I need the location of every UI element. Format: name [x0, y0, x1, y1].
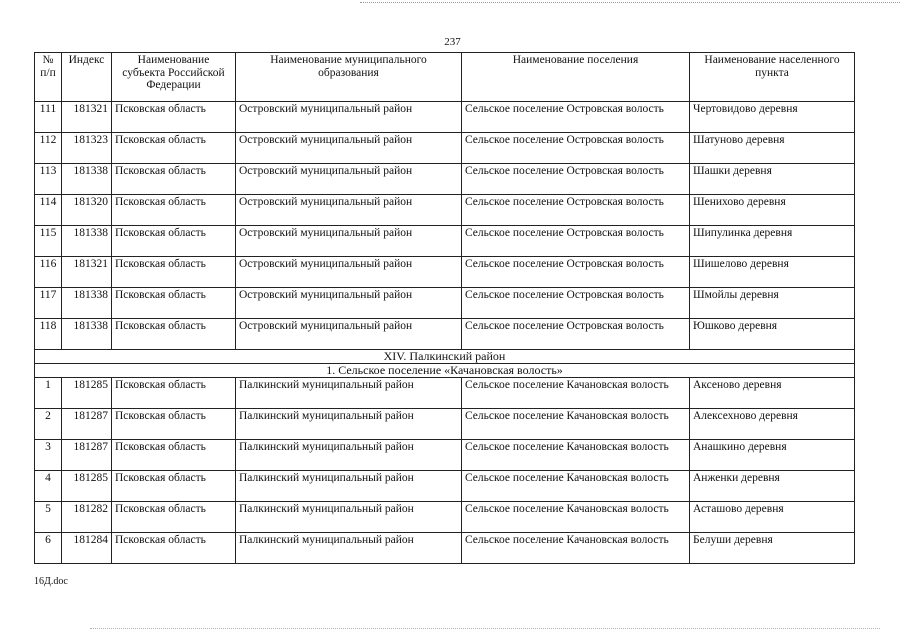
subject-name: Псковская область	[112, 164, 236, 195]
table-row	[35, 440, 855, 471]
subject-name: Псковская область	[112, 319, 236, 350]
table-row	[35, 226, 855, 257]
header-locality: Наименование населенного пункта	[690, 53, 855, 102]
municipal-name: Островский муниципальный район	[236, 164, 462, 195]
subject-name: Псковская область	[112, 226, 236, 257]
table-header-row	[35, 53, 855, 102]
locality-name: Юшково деревня	[690, 319, 855, 350]
postal-index: 181320	[62, 195, 112, 226]
postal-index: 181338	[62, 164, 112, 195]
subject-name: Псковская область	[112, 102, 236, 133]
subject-name: Псковская область	[112, 471, 236, 502]
postal-index: 181287	[62, 409, 112, 440]
locality-name: Аксеново деревня	[690, 378, 855, 409]
subsection-title: 1. Сельское поселение «Качановская волость»	[35, 364, 855, 378]
postal-index: 181285	[62, 378, 112, 409]
postal-index: 181287	[62, 440, 112, 471]
subject-name: Псковская область	[112, 257, 236, 288]
table-row	[35, 102, 855, 133]
page-number: 237	[444, 36, 461, 48]
header-number: № п/п	[35, 53, 62, 102]
settlement-name: Сельское поселение Островская волость	[462, 226, 690, 257]
locality-name: Анашкино деревня	[690, 440, 855, 471]
section-block	[35, 350, 855, 378]
table-row	[35, 195, 855, 226]
postal-index: 181338	[62, 226, 112, 257]
locality-name: Анженки деревня	[690, 471, 855, 502]
municipal-name: Палкинский муниципальный район	[236, 409, 462, 440]
postal-index: 181285	[62, 471, 112, 502]
row-number: 115	[35, 226, 62, 257]
row-number: 112	[35, 133, 62, 164]
table-row	[35, 319, 855, 350]
row-number: 114	[35, 195, 62, 226]
scan-artifact-bottom	[90, 628, 880, 631]
postal-index: 181282	[62, 502, 112, 533]
municipal-name: Островский муниципальный район	[236, 195, 462, 226]
municipal-name: Островский муниципальный район	[236, 226, 462, 257]
settlement-name: Сельское поселение Островская волость	[462, 319, 690, 350]
settlement-name: Сельское поселение Качановская волость	[462, 440, 690, 471]
footer-filename: 16Д.doc	[34, 576, 68, 587]
section-row	[35, 350, 855, 364]
locality-name: Чертовидово деревня	[690, 102, 855, 133]
subject-name: Псковская область	[112, 195, 236, 226]
scan-artifact-top	[360, 2, 900, 5]
header-index: Индекс	[62, 53, 112, 102]
postal-index: 181338	[62, 288, 112, 319]
table-row	[35, 133, 855, 164]
table-row	[35, 257, 855, 288]
row-number: 4	[35, 471, 62, 502]
header-municipal: Наименование муниципального образования	[236, 53, 462, 102]
municipal-name: Островский муниципальный район	[236, 319, 462, 350]
row-number: 6	[35, 533, 62, 564]
municipal-name: Палкинский муниципальный район	[236, 471, 462, 502]
settlement-name: Сельское поселение Островская волость	[462, 164, 690, 195]
subject-name: Псковская область	[112, 502, 236, 533]
locality-name: Шипулинка деревня	[690, 226, 855, 257]
subject-name: Псковская область	[112, 133, 236, 164]
settlement-name: Сельское поселение Островская волость	[462, 102, 690, 133]
locality-name: Алексехново деревня	[690, 409, 855, 440]
table-row	[35, 288, 855, 319]
municipal-name: Палкинский муниципальный район	[236, 533, 462, 564]
section-title: XIV. Палкинский район	[35, 350, 855, 364]
locality-name: Асташово деревня	[690, 502, 855, 533]
row-number: 111	[35, 102, 62, 133]
subject-name: Псковская область	[112, 409, 236, 440]
row-number: 2	[35, 409, 62, 440]
subject-name: Псковская область	[112, 533, 236, 564]
municipal-name: Островский муниципальный район	[236, 133, 462, 164]
postal-index: 181321	[62, 257, 112, 288]
municipal-name: Островский муниципальный район	[236, 102, 462, 133]
locality-name: Шатуново деревня	[690, 133, 855, 164]
settlement-name: Сельское поселение Качановская волость	[462, 409, 690, 440]
locality-name: Белуши деревня	[690, 533, 855, 564]
row-number: 118	[35, 319, 62, 350]
settlement-name: Сельское поселение Островская волость	[462, 195, 690, 226]
municipal-name: Палкинский муниципальный район	[236, 378, 462, 409]
header-settlement: Наименование поселения	[462, 53, 690, 102]
postal-index: 181321	[62, 102, 112, 133]
row-number: 117	[35, 288, 62, 319]
locality-name: Шмойлы деревня	[690, 288, 855, 319]
row-number: 5	[35, 502, 62, 533]
subject-name: Псковская область	[112, 288, 236, 319]
table-body-bottom	[35, 378, 855, 564]
table-row	[35, 378, 855, 409]
subject-name: Псковская область	[112, 440, 236, 471]
settlement-name: Сельское поселение Островская волость	[462, 133, 690, 164]
settlement-name: Сельское поселение Качановская волость	[462, 471, 690, 502]
table-row	[35, 471, 855, 502]
postal-index: 181323	[62, 133, 112, 164]
locality-name: Шишелово деревня	[690, 257, 855, 288]
settlements-table	[34, 52, 855, 564]
subject-name: Псковская область	[112, 378, 236, 409]
municipal-name: Палкинский муниципальный район	[236, 440, 462, 471]
subsection-row	[35, 364, 855, 378]
table-row	[35, 164, 855, 195]
row-number: 116	[35, 257, 62, 288]
settlement-name: Сельское поселение Островская волость	[462, 257, 690, 288]
municipal-name: Островский муниципальный район	[236, 257, 462, 288]
settlement-name: Сельское поселение Островская волость	[462, 288, 690, 319]
locality-name: Шашки деревня	[690, 164, 855, 195]
header-subject: Наименование субъекта Российской Федерации	[112, 53, 236, 102]
postal-index: 181284	[62, 533, 112, 564]
postal-index: 181338	[62, 319, 112, 350]
row-number: 1	[35, 378, 62, 409]
table-row	[35, 502, 855, 533]
row-number: 113	[35, 164, 62, 195]
settlement-name: Сельское поселение Качановская волость	[462, 533, 690, 564]
settlement-name: Сельское поселение Качановская волость	[462, 378, 690, 409]
table-row	[35, 533, 855, 564]
locality-name: Шенихово деревня	[690, 195, 855, 226]
table-row	[35, 409, 855, 440]
settlement-name: Сельское поселение Качановская волость	[462, 502, 690, 533]
municipal-name: Палкинский муниципальный район	[236, 502, 462, 533]
table-body-top	[35, 102, 855, 350]
row-number: 3	[35, 440, 62, 471]
municipal-name: Островский муниципальный район	[236, 288, 462, 319]
